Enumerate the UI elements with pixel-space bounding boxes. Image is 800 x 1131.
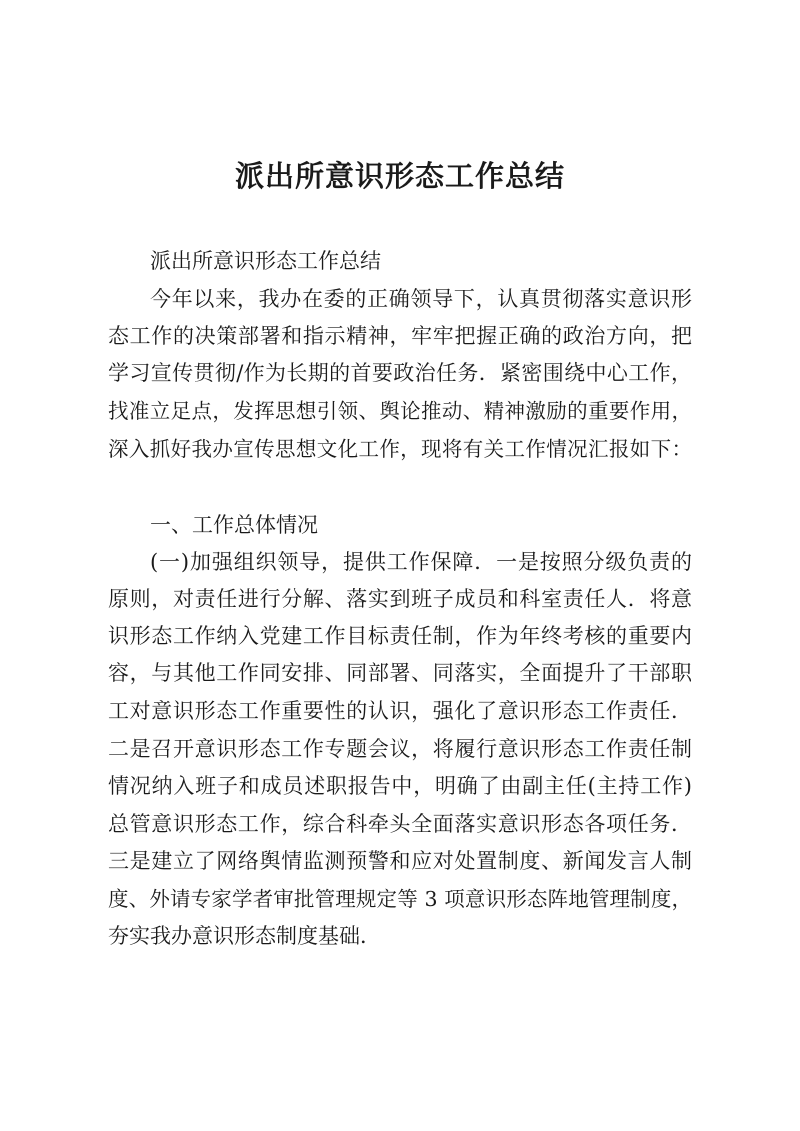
document-title: 派出所意识形态工作总结 bbox=[234, 159, 565, 193]
paragraph-line: 今年以来，我办在委的正确领导下，认真贯彻落实意识形 bbox=[150, 287, 692, 311]
paragraph-line: (一)加强组织领导，提供工作保障．一是按照分级负责的 bbox=[150, 550, 692, 574]
paragraph-line: 找准立足点，发挥思想引领、舆论推动、精神激励的重要作用， bbox=[108, 399, 692, 423]
paragraph-line: 深入抓好我办宣传思想文化工作，现将有关工作情况汇报如下： bbox=[108, 437, 692, 461]
paragraph-line: 三是建立了网络舆情监测预警和应对处置制度、新闻发言人制 bbox=[108, 849, 692, 873]
paragraph-line: 学习宣传贯彻/作为长期的首要政治任务．紧密围绕中心工作， bbox=[108, 361, 692, 385]
paragraph-line: 原则，对责任进行分解、落实到班子成员和科室责任人．将意 bbox=[108, 587, 692, 611]
paragraph-line: 容，与其他工作同安排、同部署、同落实，全面提升了干部职 bbox=[108, 661, 692, 685]
paragraph-line: 总管意识形态工作，综合科牵头全面落实意识形态各项任务． bbox=[108, 812, 692, 836]
paragraph-line: 情况纳入班子和成员述职报告中，明确了由副主任(主持工作) bbox=[108, 774, 692, 798]
paragraph-line: 工对意识形态工作重要性的认识，强化了意识形态工作责任． bbox=[108, 699, 692, 723]
paragraph-line: 识形态工作纳入党建工作目标责任制，作为年终考核的重要内 bbox=[108, 624, 692, 648]
paragraph-line: 夯实我办意识形态制度基础． bbox=[108, 924, 381, 948]
paragraph-line: 二是召开意识形态工作专题会议，将履行意识形态工作责任制 bbox=[108, 737, 692, 761]
paragraph-line: 态工作的决策部署和指示精神，牢牢把握正确的政治方向，把 bbox=[108, 324, 692, 348]
paragraph-line: 度、外请专家学者审批管理规定等 3 项意识形态阵地管理制度， bbox=[108, 887, 692, 911]
section-heading: 一、工作总体情况 bbox=[150, 513, 318, 537]
paragraph-heading-line: 派出所意识形态工作总结 bbox=[150, 249, 381, 273]
